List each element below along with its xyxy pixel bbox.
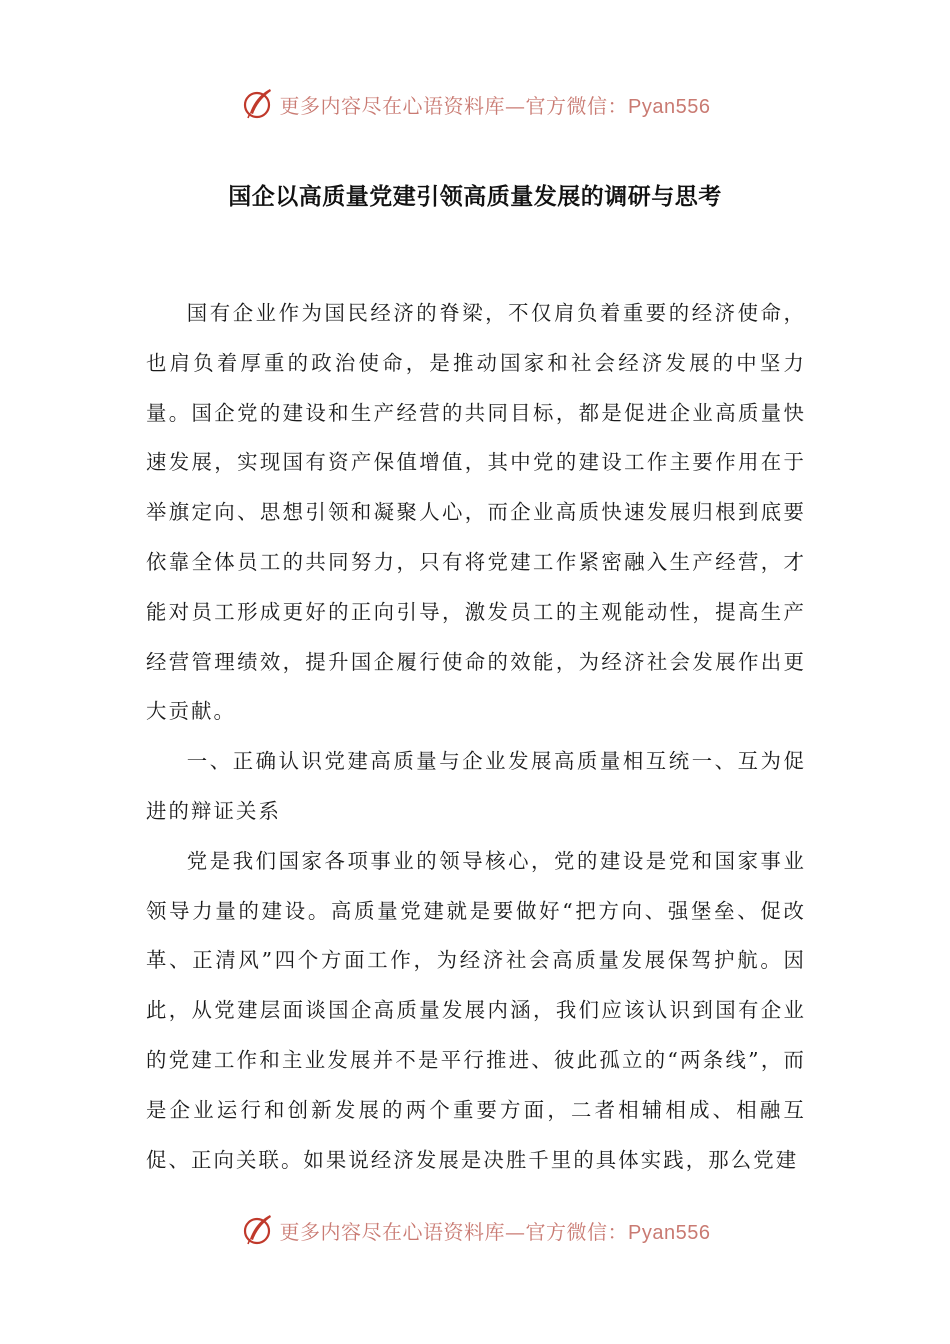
wechat-id: Pyan556	[628, 1221, 711, 1244]
watermark-text: 更多内容尽在心语资料库—官方微信：Pyan556	[279, 1219, 711, 1244]
quill-pen-logo-icon	[240, 86, 276, 122]
watermark-text: 更多内容尽在心语资料库—官方微信：Pyan556	[279, 93, 711, 118]
footer-watermark-banner	[0, 1208, 950, 1252]
paragraph-intro: 国有企业作为国民经济的脊梁，不仅肩负着重要的经济使命，也肩负着厚重的政治使命，是推动国家和社会经济发展的中坚力量。国企党的建设和生产经营的共同目标，都是促进企业高质量快速发展，实现国有资产保值增值，其中党的建设工作主要作用在于举旗定向、思想引领和凝聚人心，而企业高质快速发展归根到底要依靠全体员工的共同努力，只有将党建工作紧密融入生产经营，才能对员工形成更好的正向引导，激发员工的主观能动性，提高生产经营管理绩效，提升国企履行使命的效能，为经济社会发展作出更大贡献。	[146, 301, 806, 724]
page-title: 国企以高质量党建引领高质量发展的调研与思考	[228, 184, 722, 210]
header-watermark-banner	[0, 82, 950, 126]
paragraph-section-1: 党是我们国家各项事业的领导核心，党的建设是党和国家事业领导力量的建设。高质量党建就是要做好“把方向、强堡垒、促改革、正清风”四个方面工作，为经济社会高质量发展保驾护航。因此，从党建层面谈国企高质量发展内涵，我们应该认识到国有企业的党建工作和主业发展并不是平行推进、彼此孤立的“两条线”，而是企业运行和创新发展的两个重要方面，二者相辅相成、相融互促、正向关联。如果说经济发展是决胜千里的具体实践，那么党建	[146, 848, 806, 1172]
section-heading-1: 一、正确认识党建高质量与企业发展高质量相互统一、互为促进的辩证关系	[146, 749, 806, 823]
wechat-id: Pyan556	[628, 95, 711, 118]
document-body	[146, 289, 806, 1185]
quill-pen-logo-icon	[240, 1212, 276, 1248]
